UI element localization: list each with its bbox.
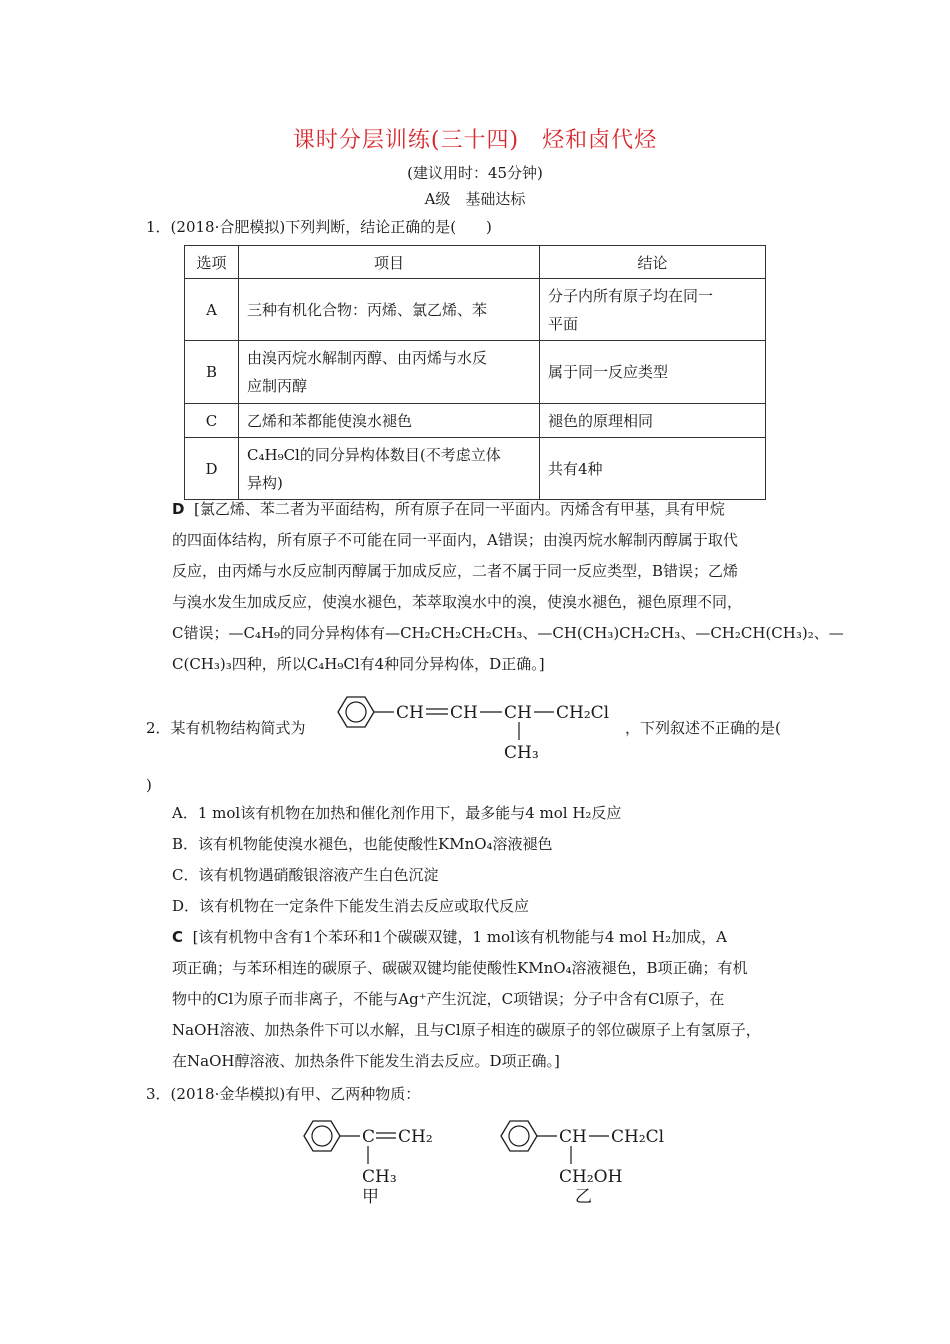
row-option: C xyxy=(185,404,239,438)
formula-ch3-branch: CH₃ xyxy=(504,743,539,763)
table-header-row xyxy=(185,246,766,279)
q3-structure-jia xyxy=(298,1112,458,1207)
q2-structural-formula xyxy=(330,688,630,768)
jia-c: C xyxy=(362,1127,376,1147)
header-option: 选项 xyxy=(185,246,239,279)
table-row xyxy=(185,404,766,438)
row-item: 由溴丙烷水解制丙醇、由丙烯与水反 应制丙醇 xyxy=(239,341,540,404)
row-option: D xyxy=(185,438,239,500)
row-item: C₄H₉Cl的同分异构体数目(不考虑立体 异构) xyxy=(239,438,540,500)
jia-label: 甲 xyxy=(362,1187,379,1207)
option-d: D．该有机物在一定条件下能发生消去反应或取代反应 xyxy=(172,897,530,915)
q1-answer: D [氯乙烯、苯二者为平面结构，所有原子在同一平面内。丙烯含有甲基，具有甲烷 的四面体结构，所有原子不可能在同一平面内，A错误；由溴丙烷水解制丙醇属于取代 反应，由丙烯与水反应制丙醇属于加成反应，二者不属于同一反应类型，B错误；乙烯 与溴水发生加成反应，使溴水褪色，苯萃取溴水中的溴，使溴水褪色，褪色原理不同， C错误；—C₄H₉的同分异构体有—CH₂CH₂CH₂CH₃、—CH(CH₃)CH₂CH₃、—CH₂CH(CH₃)₂、— C(CH₃)₃四种，所以C₄H₉Cl有4种同分异构体，D正确。] xyxy=(172,500,844,673)
q2-options xyxy=(172,798,621,922)
answer-letter: D xyxy=(172,500,185,518)
row-conclusion: 属于同一反应类型 xyxy=(540,341,766,404)
option-a: A．1 mol该有机物在加热和催化剂作用下，最多能与4 mol H₂反应 xyxy=(172,804,622,822)
q2-stem-before: 2．某有机物结构简式为 xyxy=(146,719,306,737)
formula-ch2cl: CH₂Cl xyxy=(556,703,610,723)
q1-stem: 1．(2018·合肥模拟)下列判断，结论正确的是( ) xyxy=(146,218,492,236)
benzene-ring-icon xyxy=(501,1121,537,1151)
benzene-ring-icon xyxy=(338,697,374,727)
header-item: 项目 xyxy=(239,246,540,279)
yi-label: 乙 xyxy=(575,1187,592,1207)
row-item: 乙烯和苯都能使溴水褪色 xyxy=(239,404,540,438)
answer-letter: C xyxy=(172,928,184,946)
formula-ch-2: CH xyxy=(450,703,478,723)
option-c: C．该有机物遇硝酸银溶液产生白色沉淀 xyxy=(172,866,439,884)
header-conclusion: 结论 xyxy=(540,246,766,279)
jia-ch3: CH₃ xyxy=(362,1167,397,1187)
yi-ch2cl: CH₂Cl xyxy=(611,1127,665,1147)
row-option: B xyxy=(185,341,239,404)
table-row xyxy=(185,341,766,404)
formula-ch-1: CH xyxy=(396,703,424,723)
q3-structure-yi xyxy=(495,1112,695,1207)
q1-table xyxy=(184,245,766,500)
q3-stem: 3．(2018·金华模拟)有甲、乙两种物质： xyxy=(146,1085,421,1103)
formula-ch-3: CH xyxy=(504,703,532,723)
level-heading: A级 基础达标 xyxy=(424,190,526,208)
page-title: 课时分层训练(三十四) 烃和卤代烃 xyxy=(292,128,658,153)
yi-ch2oh: CH₂OH xyxy=(559,1167,623,1187)
row-conclusion: 褪色的原理相同 xyxy=(540,404,766,438)
row-conclusion: 分子内所有原子均在同一 平面 xyxy=(540,279,766,341)
option-b: B．该有机物能使溴水褪色，也能使酸性KMnO₄溶液褪色 xyxy=(172,835,553,853)
table-row xyxy=(185,438,766,500)
suggested-time: (建议用时：45分钟) xyxy=(407,164,543,182)
table-row xyxy=(185,279,766,341)
yi-ch: CH xyxy=(559,1127,587,1147)
row-conclusion: 共有4种 xyxy=(540,438,766,500)
q2-stem-close: ) xyxy=(146,776,152,794)
jia-ch2: CH₂ xyxy=(398,1127,433,1147)
row-option: A xyxy=(185,279,239,341)
q2-stem-after: ，下列叙述不正确的是( xyxy=(625,719,781,737)
benzene-ring-icon xyxy=(304,1121,340,1151)
q2-answer: C [该有机物中含有1个苯环和1个碳碳双键，1 mol该有机物能与4 mol H₂加成，A 项正确；与苯环相连的碳原子、碳碳双键均能使酸性KMnO₄溶液褪色，B项正确；有机 物中的Cl为原子而非离子，不能与Ag⁺产生沉淀，C项错误；分子中含有Cl原子，在 NaOH溶液、加热条件下可以水解，且与Cl原子相连的碳原子的邻位碳原子上有氢原子， 在NaOH醇溶液、加热条件下能发生消去反应。D项正确。] xyxy=(172,928,761,1070)
row-item: 三种有机化合物：丙烯、氯乙烯、苯 xyxy=(239,279,540,341)
